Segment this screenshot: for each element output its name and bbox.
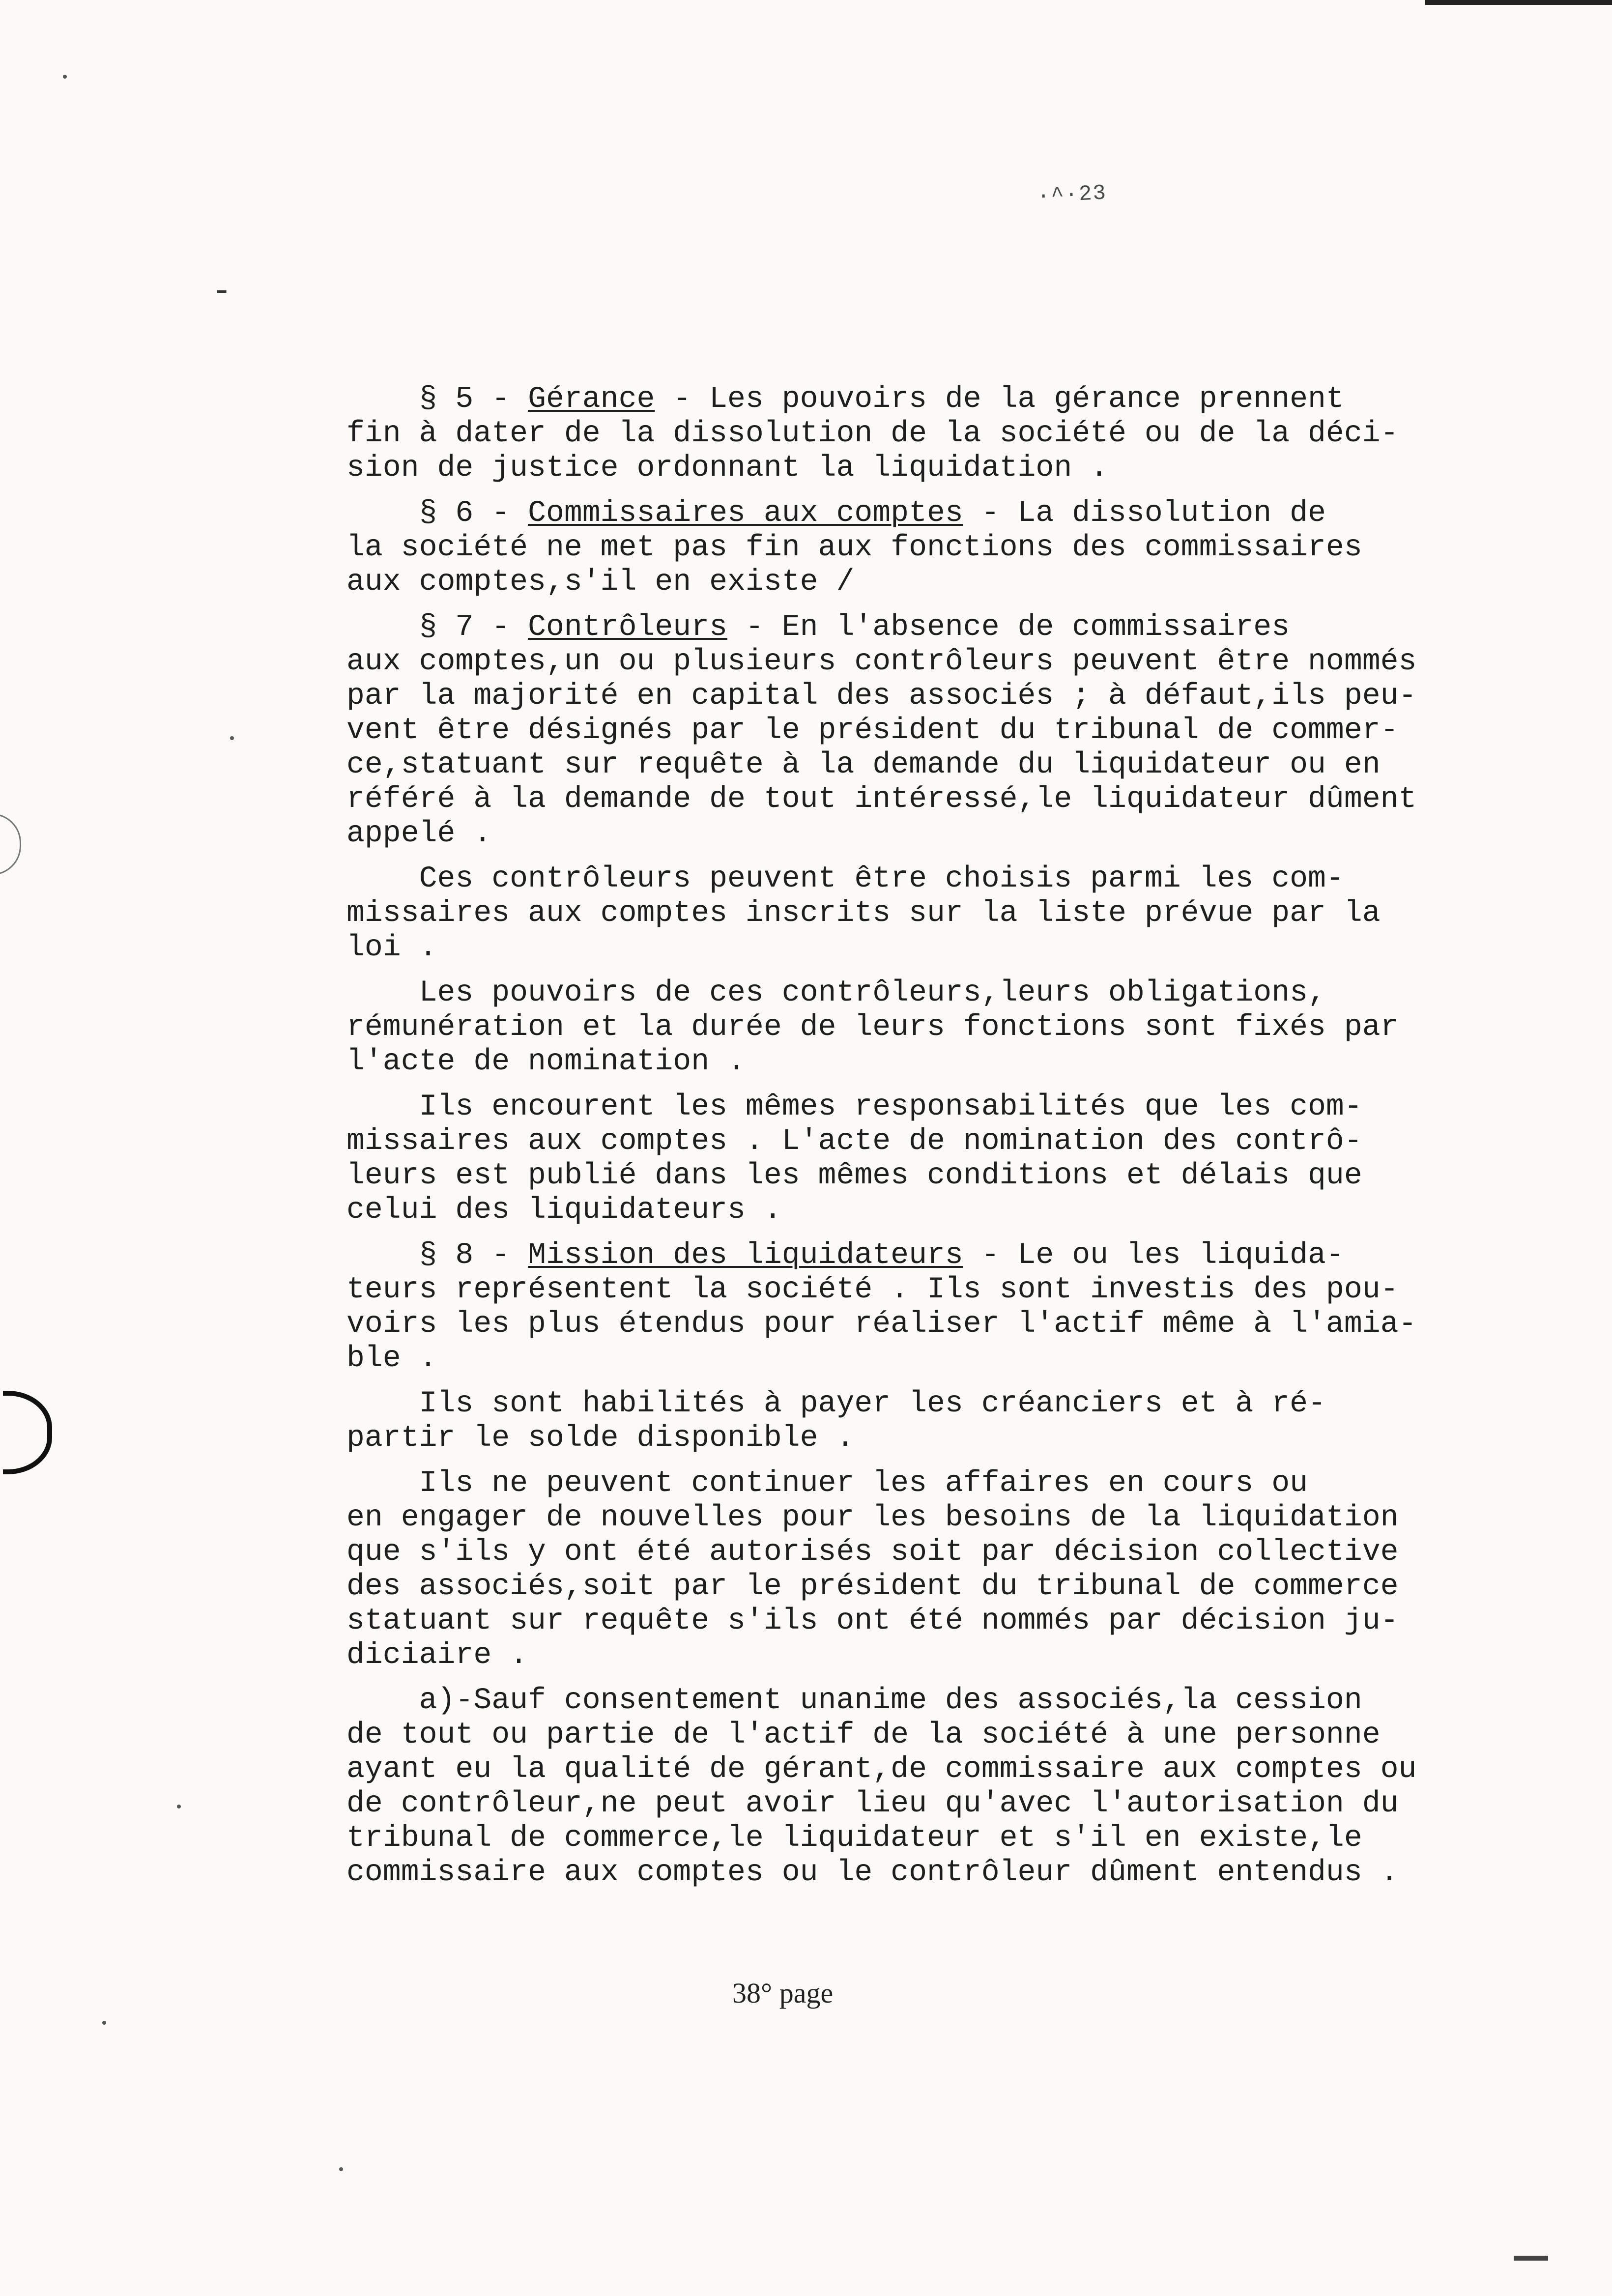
text-line: par la majorité en capital des associés ; à défaut,ils peu-	[346, 679, 1417, 713]
text-line: missaires aux comptes inscrits sur la liste prévue par la	[346, 896, 1381, 930]
text-line: que s'ils y ont été autorisés soit par décision collective	[346, 1535, 1399, 1569]
text-line: de contrôleur,ne peut avoir lieu qu'avec l'autorisation du	[346, 1787, 1399, 1821]
text-line: ayant eu la qualité de gérant,de commissaire aux comptes ou	[346, 1752, 1417, 1786]
paragraph	[346, 1387, 1565, 1456]
text-line: § 5 - Gérance - Les pouvoirs de la gérance prennent	[346, 382, 1344, 416]
paragraph	[346, 496, 1565, 600]
text-line: appelé .	[346, 817, 492, 851]
text-line: Les pouvoirs de ces contrôleurs,leurs obligations,	[346, 976, 1326, 1010]
paragraph	[346, 976, 1565, 1079]
text-line: ce,statuant sur requête à la demande du liquidateur ou en	[346, 748, 1381, 782]
paragraph	[346, 1238, 1565, 1376]
speck-mark	[339, 2167, 343, 2171]
text-line: des associés,soit par le président du tribunal de commerce	[346, 1570, 1399, 1604]
text-line: en engager de nouvelles pour les besoins de la liquidation	[346, 1501, 1399, 1535]
section-heading: Commissaires aux comptes	[528, 496, 963, 530]
speck-mark	[177, 1805, 181, 1808]
text-line: aux comptes,un ou plusieurs contrôleurs peuvent être nommés	[346, 645, 1417, 679]
speck-mark	[63, 75, 67, 79]
section-heading: Gérance	[528, 382, 655, 416]
section-heading: Contrôleurs	[528, 610, 728, 644]
text-line: de tout ou partie de l'actif de la société à une personne	[346, 1718, 1381, 1752]
text-line: diciaire .	[346, 1638, 528, 1672]
paragraph	[346, 1466, 1565, 1673]
text-line: leurs est publié dans les mêmes conditions et délais que	[346, 1159, 1362, 1193]
text-line: teurs représentent la société . Ils sont investis des pou-	[346, 1273, 1399, 1307]
text-line: sion de justice ordonnant la liquidation .	[346, 451, 1109, 485]
speck-mark	[102, 2021, 106, 2025]
text-line: l'acte de nomination .	[346, 1045, 746, 1079]
text-line: Ils encourent les mêmes responsabilités que les com-	[346, 1090, 1362, 1124]
text-line: celui des liquidateurs .	[346, 1193, 782, 1227]
margin-arc-mark	[0, 813, 21, 875]
text-line: § 7 - Contrôleurs - En l'absence de commissaires	[346, 610, 1290, 644]
text-line: rémunération et la durée de leurs fonctions sont fixés par	[346, 1010, 1399, 1044]
text-line: vent être désignés par le président du tribunal de commer-	[346, 714, 1399, 747]
text-line: statuant sur requête s'ils ont été nommés par décision ju-	[346, 1604, 1399, 1638]
document-body	[346, 382, 1565, 1890]
top-edge-mark	[1425, 0, 1612, 5]
paragraph	[346, 610, 1565, 851]
section-heading: Mission des liquidateurs	[528, 1238, 963, 1272]
text-line: Ils sont habilités à payer les créanciers et à ré-	[346, 1387, 1326, 1421]
text-line: a)-Sauf consentement unanime des associés,la cession	[346, 1684, 1362, 1718]
binding-hole-mark	[3, 1391, 52, 1474]
paragraph	[346, 1090, 1565, 1228]
text-line: loi .	[346, 931, 437, 965]
margin-bullet-mark: -	[211, 273, 232, 312]
text-line: tribunal de commerce,le liquidateur et s'il en existe,le	[346, 1821, 1362, 1855]
speck-mark	[230, 736, 234, 740]
paragraph	[346, 862, 1565, 965]
text-line: § 6 - Commissaires aux comptes - La dissolution de	[346, 496, 1326, 530]
text-line: référé à la demande de tout intéressé,le liquidateur dûment	[346, 782, 1417, 816]
text-line: partir le solde disponible .	[346, 1421, 855, 1455]
page-header-mark: ·^·23	[1036, 181, 1108, 209]
text-line: Ils ne peuvent continuer les affaires en cours ou	[346, 1466, 1308, 1500]
text-line: commissaire aux comptes ou le contrôleur dûment entendus .	[346, 1856, 1399, 1890]
bottom-corner-mark	[1514, 2256, 1548, 2280]
text-line: voirs les plus étendus pour réaliser l'actif même à l'amia-	[346, 1307, 1417, 1341]
text-line: Ces contrôleurs peuvent être choisis parmi les com-	[346, 862, 1344, 896]
paragraph	[346, 1684, 1565, 1890]
text-line: ble .	[346, 1342, 437, 1376]
paragraph	[346, 382, 1565, 486]
text-line: aux comptes,s'il en existe /	[346, 565, 855, 599]
page-number: 38° page	[732, 1977, 834, 2009]
text-line: § 8 - Mission des liquidateurs - Le ou les liquida-	[346, 1238, 1344, 1272]
text-line: fin à dater de la dissolution de la société ou de la déci-	[346, 417, 1399, 451]
text-line: missaires aux comptes . L'acte de nomination des contrô-	[346, 1124, 1362, 1158]
text-line: la société ne met pas fin aux fonctions des commissaires	[346, 531, 1362, 565]
